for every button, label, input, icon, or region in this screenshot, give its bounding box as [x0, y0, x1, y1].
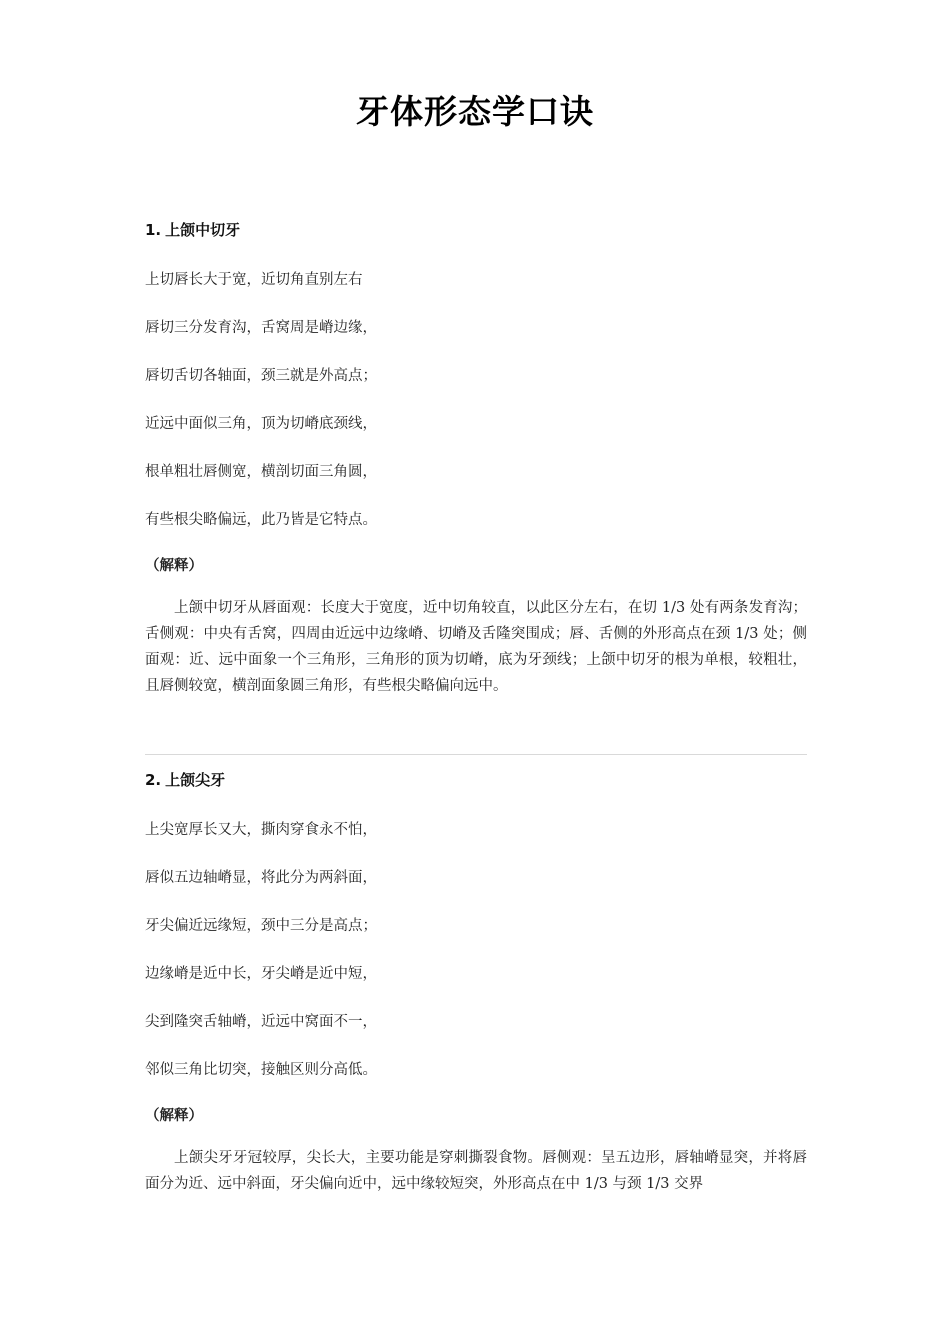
- verse-line: 近远中面似三角，顶为切嵴底颈线，: [145, 416, 377, 432]
- section-number: 2.: [145, 771, 162, 789]
- verse-line: 边缘嵴是近中长，牙尖嵴是近中短，: [145, 966, 377, 982]
- verse-line: 唇似五边轴嵴显，将此分为两斜面，: [145, 870, 377, 886]
- verse-line: 邻似三角比切突，接触区则分高低。: [145, 1062, 377, 1078]
- verse-line: 牙尖偏近远缘短，颈中三分是高点；: [145, 918, 377, 934]
- verse-line: 尖到隆突舌轴嵴，近远中窝面不一，: [145, 1014, 377, 1030]
- verse-line: 有些根尖略偏远，此乃皆是它特点。: [145, 512, 377, 528]
- verse-line: 唇切三分发育沟，舌窝周是嵴边缘，: [145, 320, 377, 336]
- explanation-label: （解释）: [145, 1107, 203, 1124]
- section-title: 上颌尖牙: [165, 771, 226, 789]
- section-divider: [145, 754, 807, 755]
- explanation-label: （解释）: [145, 557, 203, 574]
- verse-line: 唇切舌切各轴面，颈三就是外高点；: [145, 368, 377, 384]
- section-title: 上颌中切牙: [165, 221, 241, 239]
- explanation-paragraph: 上颌中切牙从唇面观：长度大于宽度，近中切角较直，以此区分左右，在切 1/3 处有两条发育沟；舌侧观：中央有舌窝，四周由近远中边缘嵴、切嵴及舌隆突围成；唇、舌侧的外形高点在颈 1/3 处；侧面观：近、远中面象一个三角形，三角形的顶为切嵴，底为牙颈线；上颌中切牙的根为单根，较粗壮，且唇侧较宽，横剖面象圆三角形，有些根尖略偏向远中。: [145, 600, 807, 694]
- section-heading: [145, 220, 807, 240]
- section-upper-canine: [145, 770, 807, 1197]
- section-upper-central-incisor: [145, 220, 807, 699]
- verse-line: 上切唇长大于宽，近切角直别左右: [145, 272, 363, 288]
- verse-line: 根单粗壮唇侧宽，横剖切面三角圆，: [145, 464, 377, 480]
- verse-line: 上尖宽厚长又大，撕肉穿食永不怕，: [145, 822, 377, 838]
- section-heading: [145, 770, 807, 790]
- explanation-paragraph: 上颌尖牙牙冠较厚，尖长大，主要功能是穿刺撕裂食物。唇侧观：呈五边形，唇轴嵴显突，并将唇面分为近、远中斜面，牙尖偏向近中，远中缘较短突，外形高点在中 1/3 与颈 1/3 交界: [145, 1150, 807, 1192]
- document-title: 牙体形态学口诀: [356, 92, 594, 131]
- section-number: 1.: [145, 221, 162, 239]
